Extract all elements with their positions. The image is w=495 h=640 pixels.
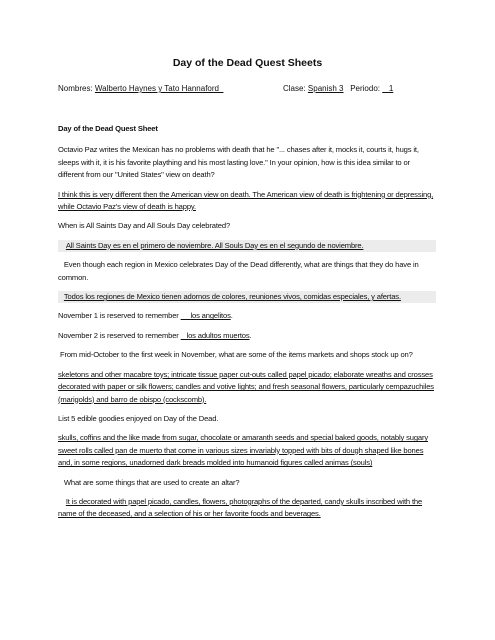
answer-8-block [58, 496, 436, 521]
answer-5: los adultos muertos [186, 330, 250, 340]
class-label: Clase: [283, 84, 306, 93]
names-line [58, 84, 223, 93]
question-6-text: From mid-October to the first week in November, what are some of the items markets and shops stock up on? [59, 350, 413, 360]
question-3 [58, 259, 436, 284]
period-label: Periodo: [350, 84, 380, 93]
answer-2: All Saints Day es en el primero de noviembre. All Souls Day es en el segundo de noviembre. [65, 240, 364, 250]
section-heading: Day of the Dead Quest Sheet [58, 124, 158, 133]
question-4-text: November 1 is reserved to remember [58, 311, 179, 321]
question-6 [58, 349, 436, 361]
class-value: Spanish 3 [307, 84, 344, 93]
answer-2-block [58, 240, 436, 252]
period-value: 1 [388, 84, 394, 93]
quest-sheet-body [58, 123, 436, 528]
answer-3: Todos los regiones de Mexico tienen adornos de colores, reuniones vivos, comidas especiales, y afertas. [63, 292, 401, 302]
question-7: List 5 edible goodies enjoyed on Day of the Dead. [58, 413, 219, 423]
answer-8: It is decorated with papel picado, candles, flowers, photographs of the departed, candy skulls inscribed with the name of the deceased, and a selection of his or her favorite foods and beverages. [58, 496, 423, 519]
question-8 [58, 477, 436, 489]
question-8-text: What are some things that are used to create an altar? [63, 477, 240, 487]
question-5-text: November 2 is reserved to remember [58, 330, 179, 340]
question-5: November 2 is reserved to remember los adultos muertos. [58, 330, 252, 340]
answer-3-block [58, 291, 436, 303]
names-value: Walberto Haynes y Tato Hannaford [94, 84, 219, 93]
question-4: November 1 is reserved to remember los angelitos. [58, 311, 233, 321]
answer-1: I think this is very different then the American view on death. The American view of death is frightening or depressing, while Octavio Paz's view of death is happy. [58, 189, 434, 212]
class-line [283, 84, 393, 93]
answer-7: skulls, coffins and the like made from sugar, chocolate or amaranth seeds and special baked goods, notably sugary sweet rolls called pan de muerto that come in various sizes invariably topped with bits of dough shaped like bones and, in some regions, unadorned dark breads molded into humanoid figures called animas (souls) [58, 433, 428, 468]
answer-4: los angelitos [190, 311, 231, 321]
answer-6: skeletons and other macabre toys; intricate tissue paper cut-outs called papel picado; elaborate wreaths and crosses decorated with paper or silk flowers; candles and votive lights; and fresh seasonal flowers, particularly cempazuchiles (marigolds) and barro de obispo (cockscomb). [58, 369, 434, 404]
question-1: Octavio Paz writes the Mexican has no problems with death that he "... chases after it, mocks it, courts it, hugs it, sleeps with it, it is his favorite plaything and his most lasting love." In your opinion, how is this idea similar to or different from our "United States" view on death? [58, 145, 419, 180]
question-3-text: Even though each region in Mexico celebrates Day of the Dead differently, what are things that they do have in common. [58, 260, 419, 282]
question-2: When is All Saints Day and All Souls Day celebrated? [58, 221, 231, 231]
document-title: Day of the Dead Quest Sheets [172, 57, 323, 69]
names-label: Nombres: [58, 84, 93, 93]
